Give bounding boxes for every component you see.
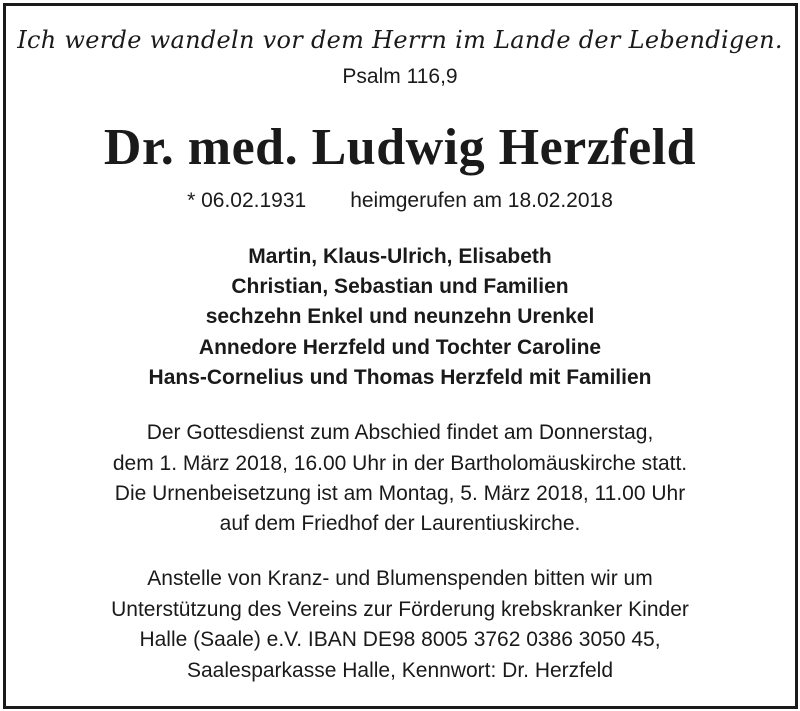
deceased-name: Dr. med. Ludwig Herzfeld	[103, 119, 697, 176]
mourner-line: Christian, Sebastian und Familien	[231, 275, 569, 298]
mourner-line: sechzehn Enkel und neunzehn Urenkel	[205, 305, 595, 328]
verse-reference: Psalm 116,9	[342, 65, 458, 88]
donation-text-line: Anstelle von Kranz- und Blumenspenden bitten wir um	[147, 567, 653, 590]
service-text-line: Die Urnenbeisetzung ist am Montag, 5. März 2018, 11.00 Uhr	[114, 482, 686, 505]
service-text-line: dem 1. März 2018, 16.00 Uhr in der Bartholomäuskirche statt.	[112, 452, 688, 475]
donation-text-line: Saalesparkasse Halle, Kennwort: Dr. Herzfeld	[186, 659, 614, 682]
donation-text-line: Halle (Saale) e.V. IBAN DE98 8005 3762 0386 3050 45,	[139, 628, 661, 651]
service-text-line: Der Gottesdienst zum Abschied findet am Donnerstag,	[146, 421, 654, 444]
death-date: heimgerufen am 18.02.2018	[350, 189, 613, 212]
mourner-line: Martin, Klaus-Ulrich, Elisabeth	[248, 245, 552, 268]
donation-text-line: Unterstützung des Vereins zur Förderung krebskranker Kinder	[111, 598, 689, 621]
bible-verse: Ich werde wandeln vor dem Herrn im Lande der Lebendigen.	[17, 26, 783, 54]
service-text-line: auf dem Friedhof der Laurentiuskirche.	[219, 512, 581, 535]
mourner-line: Hans-Cornelius und Thomas Herzfeld mit Familien	[148, 366, 652, 389]
life-dates	[0, 189, 800, 213]
mourner-line: Annedore Herzfeld und Tochter Caroline	[198, 336, 602, 359]
birth-date: * 06.02.1931	[187, 189, 307, 212]
